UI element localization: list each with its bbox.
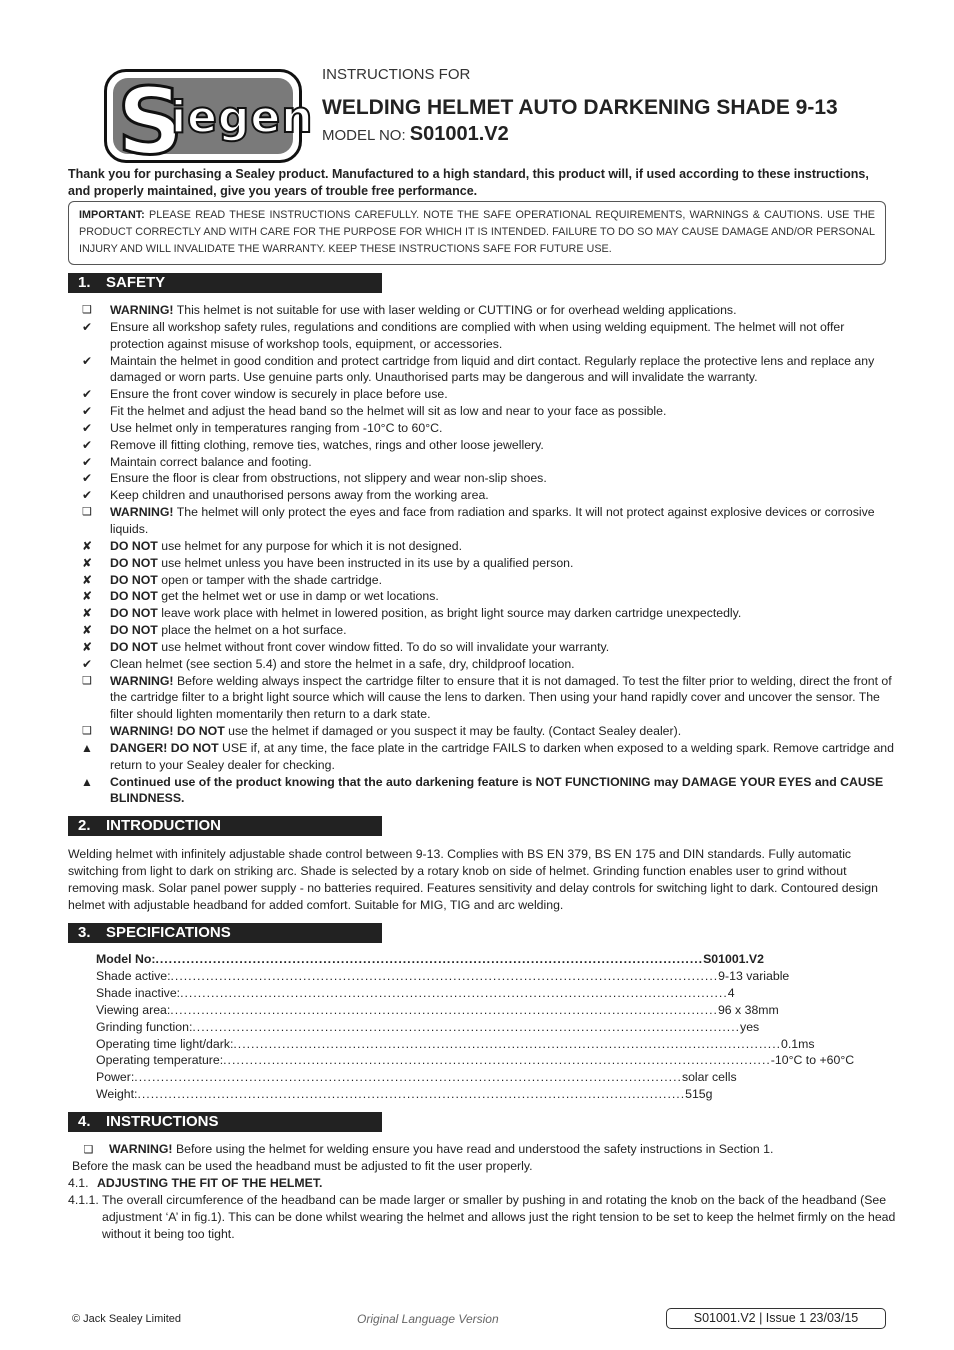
safety-item-emphasis: WARNING! DO NOT (110, 724, 225, 739)
safety-item-text: USE if, at any time, the face plate in the cartridge FAILS to darken when exposed to a welding spark. Remove cartridge and return to your Sealey dealer for checking. (110, 740, 894, 772)
logo-initial: S (117, 68, 184, 175)
spec-value: 515g (685, 1087, 713, 1102)
safety-item (68, 605, 898, 622)
cross-icon: ✘ (81, 572, 93, 587)
logo-panel (113, 68, 314, 175)
safety-item-text: use helmet for any purpose for which it is not designed. (157, 538, 463, 553)
checkbox-icon: ❑ (82, 506, 92, 519)
spec-value: S01001.V2 (703, 952, 764, 966)
safety-item-text: The helmet will only protect the eyes and face from radiation and sparks. It will not protect against explosive devices or corrosive liquids. (110, 505, 875, 536)
section-title: SPECIFICATIONS (106, 924, 231, 941)
cross-icon: ✘ (81, 606, 93, 621)
safety-item (68, 656, 898, 673)
siegen-logo (104, 68, 314, 175)
spec-label: Operating time light/dark: (96, 1036, 234, 1051)
section-heading-instructions (68, 1112, 382, 1132)
safety-item-text: Remove ill fitting clothing, remove ties, watches, rings and other loose jewellery. (110, 437, 544, 452)
safety-list (68, 302, 898, 807)
spec-label: Power: (96, 1070, 135, 1085)
cross-icon: ✘ (81, 538, 93, 553)
spec-row (96, 1002, 779, 1019)
safety-item (68, 319, 898, 353)
safety-item-emphasis: DO NOT (110, 623, 158, 638)
instructions-warning (68, 1141, 888, 1159)
safety-item-text: Ensure the front cover window is securely in place before use. (110, 387, 448, 402)
check-icon: ✔ (81, 353, 93, 368)
safety-item (68, 538, 898, 555)
safety-item (68, 572, 898, 589)
section-title: INTRODUCTION (106, 817, 221, 834)
safety-item-text: Before welding always inspect the cartridge filter to ensure that it is not damaged. To test the filter prior to welding, direct the front of the cartridge filter to a bright light source which will cause the lens to darken. Then using your hand rapidly cover and uncover the sensor. The filter should lighten momentarily then return to a dark state. (110, 673, 892, 722)
spec-row (96, 1019, 760, 1036)
spec-value: yes (740, 1019, 760, 1034)
safety-item-text: Ensure all workshop safety rules, regulations and conditions are complied with when using welding equipment. The helmet will not offer protection against misuse of workshop tools, equipment, or accessories. (110, 319, 845, 351)
safety-item-text: place the helmet on a hot surface. (157, 623, 347, 638)
spec-row (96, 1036, 815, 1053)
copyright: © Jack Sealey Limited (72, 1313, 181, 1325)
safety-item-text: get the helmet wet or use in damp or wet locations. (157, 589, 439, 604)
section-number: 3. (78, 924, 91, 941)
section-heading-introduction (68, 816, 382, 836)
safety-item-text: Maintain the helmet in good condition and protect cartridge from liquid and dirt contact. Regularly replace the protective lens and replace any damaged or worn parts. Use genuine parts only. Unauthorised parts may be dangerous and will invalidate the warranty. (110, 353, 875, 385)
step-number: 4.1.1. (68, 1193, 99, 1207)
safety-item (68, 302, 898, 319)
check-icon: ✔ (81, 420, 93, 435)
check-icon: ✔ (81, 454, 93, 469)
safety-item-emphasis: WARNING! (110, 505, 174, 520)
check-icon: ✔ (81, 387, 93, 402)
safety-item-text: Keep children and unauthorised persons away from the working area. (110, 488, 489, 503)
cross-icon: ✘ (81, 623, 93, 638)
model-label: MODEL NO: (322, 127, 406, 144)
spec-leader-dots (155, 951, 703, 968)
checkbox-icon: ❑ (82, 304, 92, 316)
warning-text: Before using the helmet for welding ensure you have read and understood the safety instructions in Section 1. (172, 1142, 774, 1156)
check-icon: ✔ (81, 319, 93, 334)
safety-item (68, 622, 898, 639)
safety-item-emphasis: DANGER! DO NOT (110, 740, 219, 755)
safety-item-text: use helmet without front cover window fitted. To do so will invalidate your warranty. (157, 639, 610, 654)
important-text: PLEASE READ THESE INSTRUCTIONS CAREFULLY. NOTE THE SAFE OPERATIONAL REQUIREMENTS, WARNINGS & CAUTIONS. USE THE PRODUCT CORRECTLY AND WITH CARE FOR THE PURPOSE FOR WHICH IT IS INTENDED. FAILURE TO DO SO MAY CAUSE DAMAGE AND/OR PERSONAL INJURY AND WILL INVALIDATE THE WARRANTY. KEEP THESE INSTRUCTIONS SAFE FOR FUTURE USE. (79, 209, 875, 255)
issue-box: S01001.V2 | Issue 1 23/03/15 (666, 1308, 886, 1329)
model-number: S01001.V2 (409, 123, 509, 145)
specifications-table (96, 951, 855, 1103)
spec-value: -10°C to +60°C (770, 1053, 855, 1068)
spec-label: Shade inactive: (96, 985, 181, 1000)
spec-leader-dots (134, 1069, 682, 1086)
safety-item (68, 470, 898, 487)
safety-item-text: Fit the helmet and adjust the head band so the helmet will sit as low and near to your face as possible. (110, 404, 667, 419)
section-heading-specifications (68, 923, 382, 943)
spec-leader-dots (171, 968, 719, 985)
step-4-1-1 (68, 1192, 898, 1243)
spec-value: solar cells (681, 1070, 737, 1085)
headband-note: Before the mask can be used the headband must be adjusted to fit the user properly. (72, 1159, 533, 1173)
safety-item (68, 386, 898, 403)
safety-item-text: use helmet unless you have been instructed in its use by a qualified person. (157, 555, 574, 570)
safety-item-emphasis: DO NOT (110, 572, 158, 587)
spec-leader-dots (233, 1036, 781, 1053)
spec-label: Weight: (96, 1087, 138, 1102)
safety-item-emphasis: DO NOT (110, 606, 158, 621)
safety-item (68, 774, 898, 808)
safety-item-text: open or tamper with the shade cartridge. (157, 572, 383, 587)
danger-triangle-icon: ▲ (81, 774, 93, 789)
check-icon: ✔ (81, 471, 93, 486)
important-label: IMPORTANT: (79, 209, 145, 221)
safety-item (68, 353, 898, 387)
subsection-title: ADJUSTING THE FIT OF THE HELMET. (97, 1176, 323, 1190)
spec-row (96, 968, 790, 985)
subsection-number: 4.1. (68, 1176, 89, 1190)
safety-item-text: Clean helmet (see section 5.4) and store the helmet in a safe, dry, childproof location. (110, 656, 575, 671)
section-title: INSTRUCTIONS (106, 1113, 219, 1130)
safety-item (68, 420, 898, 437)
safety-item-text: Maintain correct balance and footing. (110, 454, 312, 469)
safety-item (68, 403, 898, 420)
safety-item (68, 673, 898, 724)
spec-value: 0.1ms (781, 1036, 815, 1051)
spec-leader-dots (137, 1086, 685, 1103)
safety-item-emphasis: DO NOT (110, 589, 158, 604)
step-text: The overall circumference of the headband can be made larger or smaller by pushing in and rotating the knob on the back of the headband (See adjustment ‘A’ in fig.1). This can be done whilst wearing the helmet and allows just the right tension to be set to keep the helmet firmly on the head without it being too tight. (102, 1193, 896, 1241)
safety-item-text: Ensure the floor is clear from obstructions, not slippery and wear non-slip shoes. (110, 471, 547, 486)
check-icon: ✔ (81, 404, 93, 419)
spec-label: Model No: (96, 952, 156, 966)
instructions-for-label: INSTRUCTIONS FOR (322, 66, 471, 83)
spec-row (96, 1069, 737, 1086)
checkbox-icon: ❑ (82, 674, 92, 687)
model-line (322, 123, 509, 146)
section-number: 4. (78, 1113, 91, 1130)
spec-leader-dots (180, 985, 728, 1002)
cross-icon: ✘ (81, 639, 93, 654)
safety-item-emphasis: WARNING! (110, 673, 174, 688)
introduction-text: Welding helmet with infinitely adjustable shade control between 9-13. Complies with BS EN 379, BS EN 175 and DIN standards. Fully automatic switching from light to dark on striking arc. Shade is selected by a rotary knob on side of helmet. Grinding function enables user to grind without removing mask. Solar panel power supply - no batteries required. Features sensitivity and delay controls for switching light to dark. Contoured design helmet with adjustable headband for added comfort. Suitable for MIG, TIG and arc welding. (68, 847, 878, 912)
safety-item-emphasis: DO NOT (110, 538, 158, 553)
spec-leader-dots (192, 1019, 740, 1036)
safety-item (68, 740, 898, 774)
document-title: WELDING HELMET AUTO DARKENING SHADE 9-13 (322, 96, 838, 119)
spec-label: Grinding function: (96, 1019, 193, 1034)
spec-value: 4 (727, 985, 735, 1000)
safety-item-text: Use helmet only in temperatures ranging from -10°C to 60°C. (110, 420, 443, 435)
section-title: SAFETY (106, 274, 166, 291)
safety-item-emphasis: DO NOT (110, 555, 158, 570)
safety-item (68, 588, 898, 605)
section-number: 2. (78, 817, 91, 834)
spec-leader-dots (223, 1052, 771, 1069)
safety-item-text: This helmet is not suitable for use with laser welding or CUTTING or for overhead welding applications. (173, 303, 737, 317)
spec-value: 96 x 38mm (717, 1002, 779, 1017)
subsection-4-1 (68, 1175, 888, 1192)
check-icon: ✔ (81, 656, 93, 671)
checkbox-icon: ❑ (83, 1144, 94, 1156)
safety-item (68, 723, 898, 740)
danger-triangle-icon: ▲ (81, 740, 93, 755)
spec-label: Operating temperature: (96, 1053, 224, 1068)
spec-label: Viewing area: (96, 1002, 171, 1017)
thank-you-text: Thank you for purchasing a Sealey product. Manufactured to a high standard, this product will, if used according to these instructions, and properly maintained, give you years of trouble free performance. (68, 167, 869, 198)
cross-icon: ✘ (81, 589, 93, 604)
safety-item (68, 454, 898, 471)
spec-leader-dots (170, 1002, 718, 1019)
section-heading-safety (68, 273, 382, 293)
safety-item (68, 437, 898, 454)
spec-label: Shade active: (96, 968, 171, 983)
spec-value: 9-13 variable (718, 968, 790, 983)
important-notice-box (68, 201, 886, 265)
language-version: Original Language Version (357, 1312, 499, 1326)
safety-item (68, 555, 898, 572)
safety-item-emphasis: DO NOT (110, 639, 158, 654)
checkbox-icon: ❑ (82, 725, 92, 738)
warning-label: WARNING! (109, 1142, 173, 1156)
safety-item-emphasis: WARNING! (110, 303, 174, 317)
safety-item-emphasis: Continued use of the product knowing that the auto darkening feature is NOT FUNCTIONING may DAMAGE YOUR EYES and CAUSE BLINDNESS. (110, 774, 884, 806)
safety-item (68, 487, 898, 504)
spec-row (96, 951, 764, 968)
check-icon: ✔ (81, 437, 93, 452)
safety-item (68, 504, 898, 538)
section-number: 1. (78, 274, 91, 291)
spec-row (96, 1086, 713, 1103)
safety-item-text: leave work place with helmet in lowered position, as bright light source may darken cartridge unexpectedly. (157, 606, 742, 621)
check-icon: ✔ (81, 488, 93, 503)
spec-row (96, 1052, 855, 1069)
spec-row (96, 985, 735, 1002)
safety-item (68, 639, 898, 656)
safety-item-text: use the helmet if damaged or you suspect it may be faulty. (Contact Sealey dealer). (224, 724, 682, 739)
logo-wordmark: iegen (171, 92, 314, 143)
cross-icon: ✘ (81, 555, 93, 570)
